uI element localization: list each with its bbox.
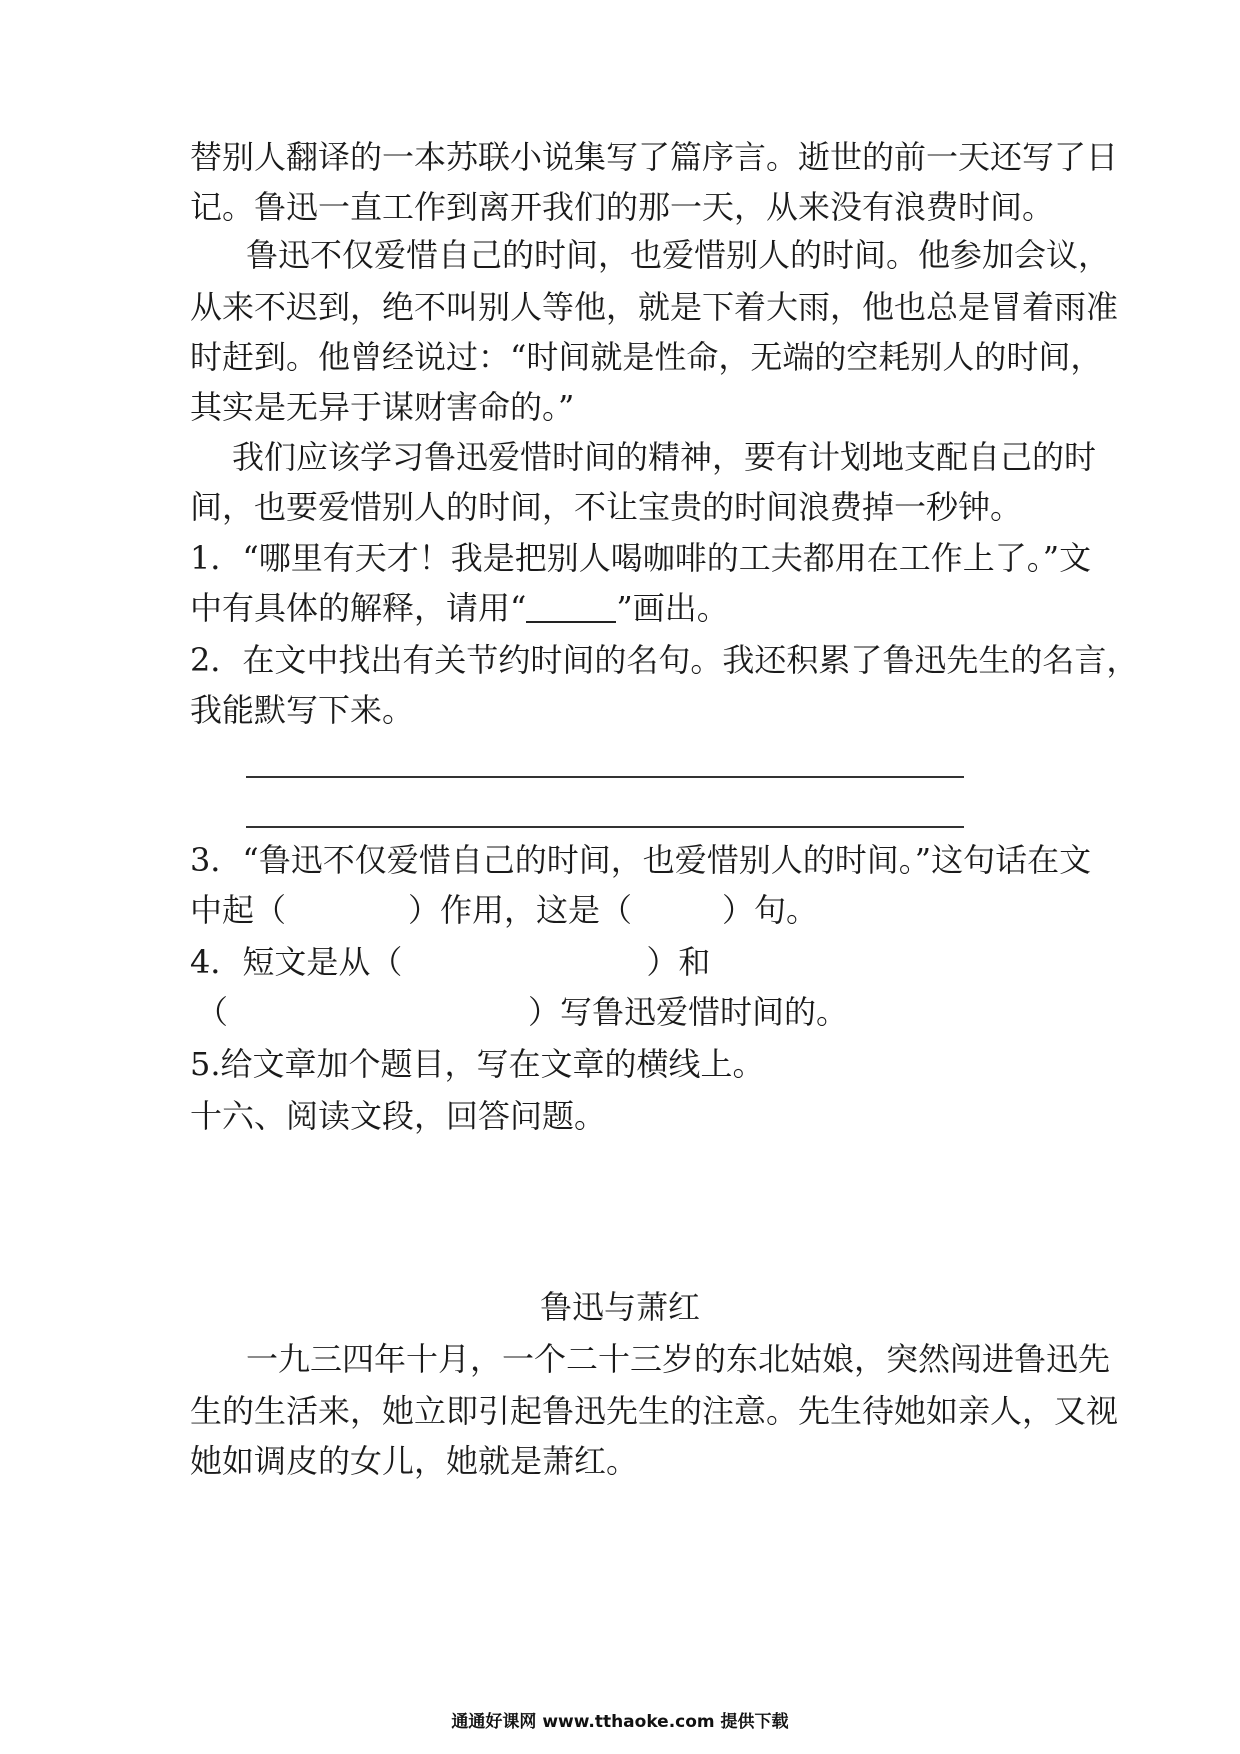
answer-line[interactable] [246,776,964,778]
passage-line: 替别人翻译的一本苏联小说集写了篇序言。逝世的前一天还写了日 [190,138,1119,176]
section-heading: 十六、阅读文段，回答问题。 [190,1097,607,1135]
question-4: 4．短文是从（ ）和 [190,943,711,981]
passage-line: 生的生活来，她立即引起鲁迅先生的注意。先生待她如亲人，又视 [190,1392,1119,1430]
question-2-cont: 我能默写下来。 [190,691,415,729]
answer-line[interactable] [246,826,964,828]
passage-line: 时赶到。他曾经说过：“时间就是性命，无端的空耗别人的时间， [190,338,1103,376]
passage-line: 记。鲁迅一直工作到离开我们的那一天，从来没有浪费时间。 [190,188,1055,226]
question-3: 3．“鲁迅不仅爱惜自己的时间，也爱惜别人的时间。”这句话在文 [190,841,1092,879]
question-4-cont: （ ）写鲁迅爱惜时间的。 [196,993,849,1031]
passage-line: 一九三四年十月，一个二十三岁的东北姑娘，突然闯进鲁迅先 [246,1340,1111,1378]
passage-line: 我们应该学习鲁迅爱惜时间的精神，要有计划地支配自己的时 [232,438,1097,476]
question-2: 2．在文中找出有关节约时间的名句。我还积累了鲁迅先生的名言， [190,641,1139,679]
question-1-cont: 中有具体的解释，请用“ ”画出。 [190,589,729,627]
passage-title: 鲁迅与萧红 [539,1288,700,1326]
passage-line: 她如调皮的女儿，她就是萧红。 [190,1442,639,1480]
underline-sample [526,591,616,623]
passage-line: 其实是无异于谋财害命的。” [190,388,575,426]
passage-line: 从来不迟到，绝不叫别人等他，就是下着大雨，他也总是冒着雨准 [190,288,1119,326]
question-3-cont: 中起（ ）作用，这是（ ）句。 [190,891,819,929]
footer-credit: 通通好课网 www.tthaoke.com 提供下载 [451,1712,789,1732]
passage-line: 间，也要爱惜别人的时间，不让宝贵的时间浪费掉一秒钟。 [190,488,1023,526]
question-1: 1．“哪里有天才！我是把别人喝咖啡的工夫都用在工作上了。”文 [190,539,1092,577]
question-5: 5.给文章加个题目，写在文章的横线上。 [190,1045,765,1083]
passage-line: 鲁迅不仅爱惜自己的时间，也爱惜别人的时间。他参加会议， [246,236,1111,274]
